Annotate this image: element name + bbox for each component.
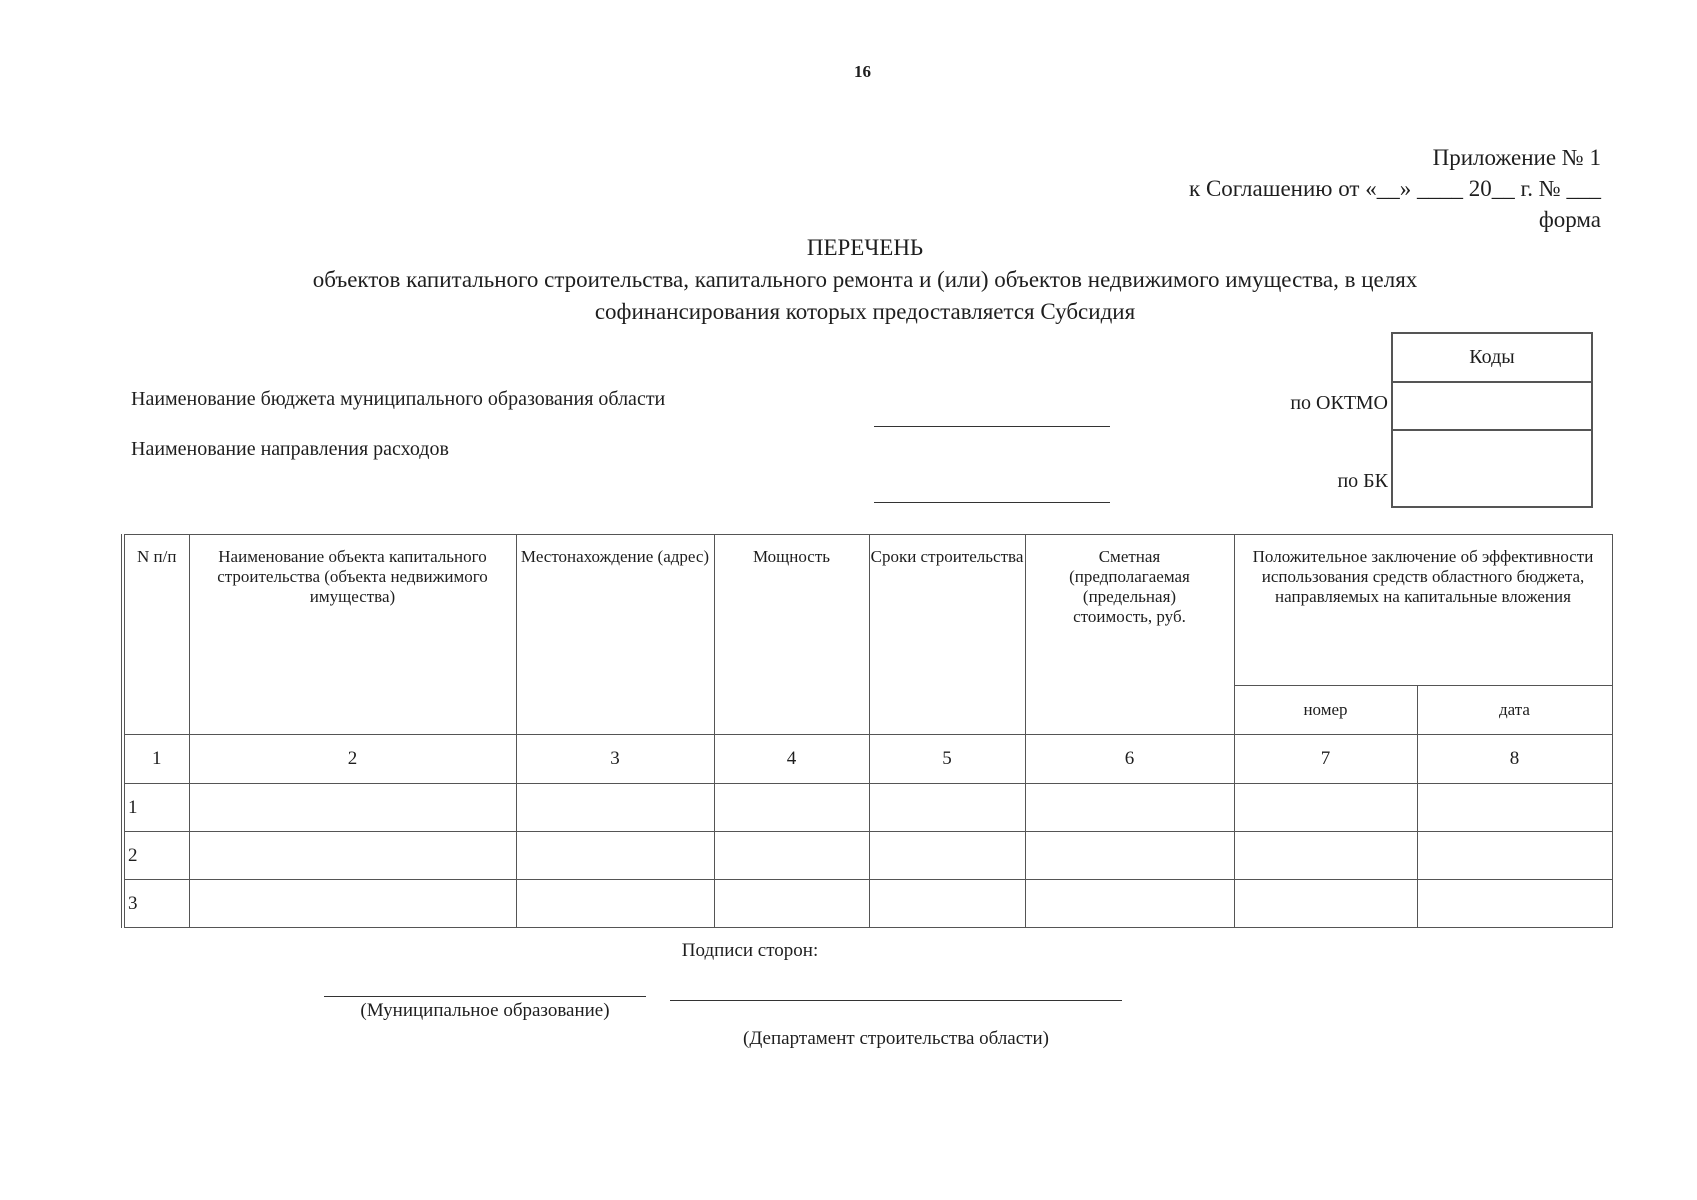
annex-block [1189,142,1601,235]
table-cell[interactable] [189,880,516,928]
table-cell[interactable] [189,784,516,832]
table-cell[interactable] [1234,832,1417,880]
column-number-row [123,735,1612,784]
table-row [123,832,1612,880]
municipal-signature-line[interactable] [324,996,646,997]
column-number: 7 [1234,735,1417,784]
table-cell[interactable] [714,880,869,928]
column-number: 5 [869,735,1025,784]
annex-title: Приложение № 1 [1432,145,1601,170]
objects-table [121,534,1613,928]
codes-table [1391,332,1593,508]
table-cell[interactable] [869,880,1025,928]
table-cell[interactable] [1025,832,1234,880]
title-line-2: софинансирования которых предоставляется Субсидия [594,299,1136,324]
column-number: 2 [189,735,516,784]
table-cell[interactable] [1025,880,1234,928]
table-cell[interactable] [714,784,869,832]
table-row [123,784,1612,832]
header-conclusion: Положительное заключение об эффективности использования средств областного бюджета, направляемых на капитальные вложения [1234,535,1612,686]
header-cost: Сметная (предполагаемая (предельная) стоимость, руб. [1025,535,1234,735]
department-signature-caption: (Департамент строительства области) [743,1028,1049,1049]
header-location: Местонахождение (адрес) [516,535,714,735]
header-terms: Сроки строительства [869,535,1025,735]
table-cell[interactable] [869,784,1025,832]
department-signature-line[interactable] [670,1000,1122,1001]
table-cell[interactable] [1025,784,1234,832]
column-number: 6 [1025,735,1234,784]
row-number: 1 [123,784,189,832]
column-number: 3 [516,735,714,784]
table-cell[interactable] [516,832,714,880]
title-line-1: объектов капитального строительства, капитального ремонта и (или) объектов недвижимого имущества, в целях [312,267,1418,292]
annex-form-label: форма [1538,207,1601,232]
municipal-signature-caption: (Муниципальное образование) [360,1000,610,1021]
expense-direction-blank[interactable] [874,502,1110,503]
codes-header: Коды [1392,333,1592,382]
annex-agreement-ref: к Соглашению от «__» ____ 20__ г. № ___ [1189,176,1601,201]
row-number: 3 [123,880,189,928]
expense-direction-label: Наименование направления расходов [131,438,449,460]
column-number: 4 [714,735,869,784]
budget-name-label: Наименование бюджета муниципального образования области [131,388,666,410]
table-cell[interactable] [1234,880,1417,928]
table-cell[interactable] [1417,880,1612,928]
table-cell[interactable] [189,832,516,880]
table-cell[interactable] [516,880,714,928]
row-number: 2 [123,832,189,880]
bk-label: по БК [1337,470,1388,492]
table-cell[interactable] [1234,784,1417,832]
table-row [123,880,1612,928]
page-number: 16 [854,62,871,81]
header-capacity: Мощность [714,535,869,735]
table-cell[interactable] [714,832,869,880]
oktmo-code-cell[interactable] [1392,382,1592,430]
table-cell[interactable] [869,832,1025,880]
header-conclusion-number: номер [1234,686,1417,735]
header-object-name: Наименование объекта капитального строительства (объекта недвижимого имущества) [189,535,516,735]
column-number: 1 [123,735,189,784]
oktmo-label: по ОКТМО [1290,392,1388,414]
signatures-title: Подписи сторон: [681,940,819,961]
budget-name-blank[interactable] [874,426,1110,427]
table-cell[interactable] [516,784,714,832]
bk-code-cell[interactable] [1392,430,1592,507]
table-cell[interactable] [1417,784,1612,832]
table-cell[interactable] [1417,832,1612,880]
header-conclusion-date: дата [1417,686,1612,735]
title-heading: ПЕРЕЧЕНЬ [806,235,924,260]
column-number: 8 [1417,735,1612,784]
header-num: N п/п [123,535,189,735]
document-title [160,232,1570,328]
